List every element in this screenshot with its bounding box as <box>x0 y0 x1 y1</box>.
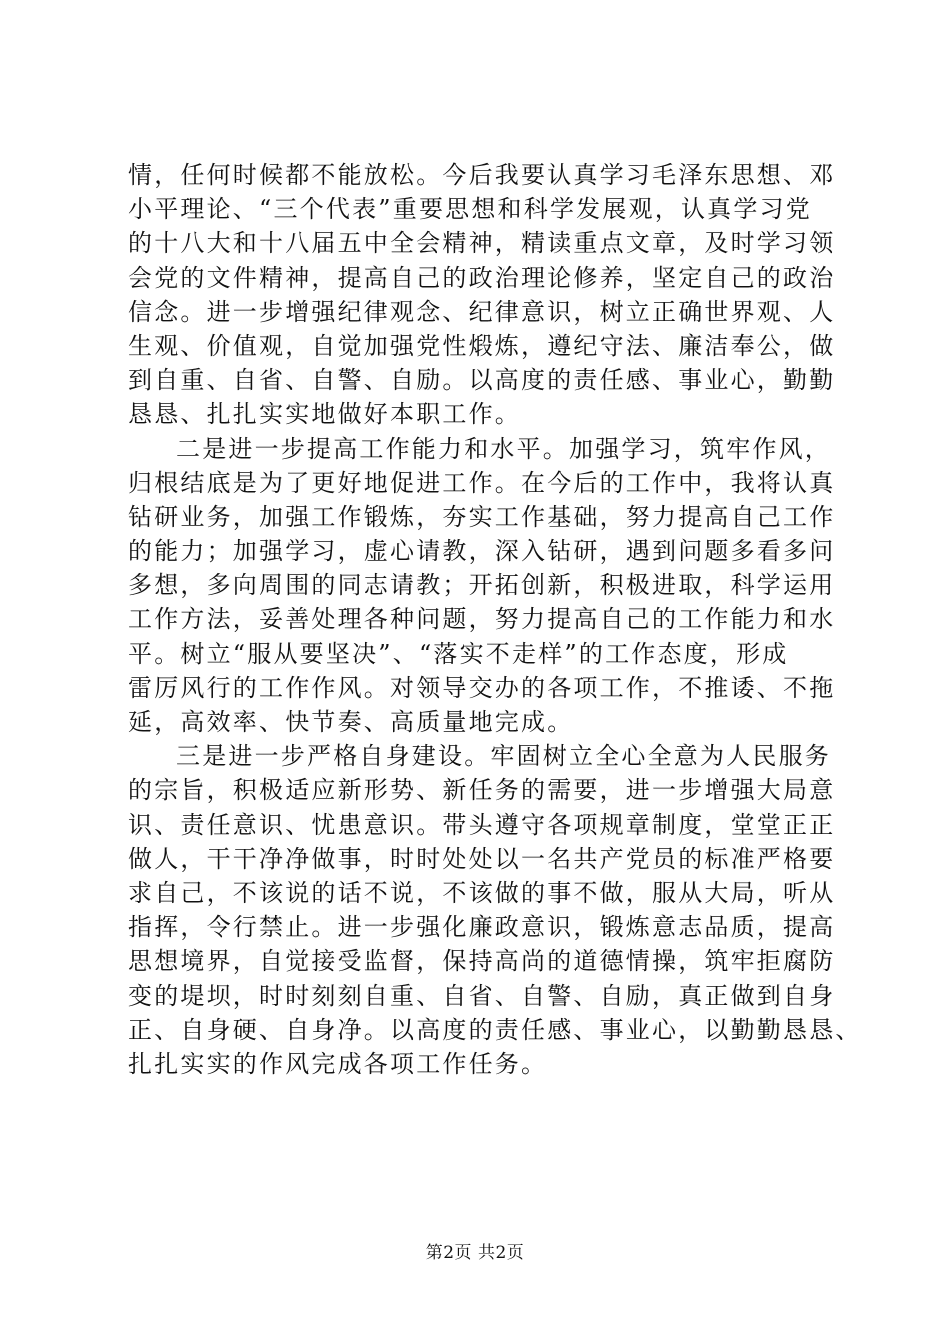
text-line: 变的堤坝，时时刻刻自重、自省、自警、自励，真正做到自身 <box>128 981 836 1010</box>
text-line: 信念。进一步增强纪律观念、纪律意识，树立正确世界观、人 <box>128 297 836 326</box>
text-line: 情，任何时候都不能放松。今后我要认真学习毛泽东思想、邓 <box>128 161 836 189</box>
text-line: 到自重、自省、自警、自励。以高度的责任感、事业心，勤勤 <box>128 366 836 395</box>
text-line: 延，高效率、快节奏、高质量地完成。 <box>128 708 574 736</box>
text-line: 扎扎实实的作风完成各项工作任务。 <box>128 1049 548 1078</box>
page-footer <box>0 1243 950 1263</box>
text-line: 工作方法，妥善处理各种问题，努力提高自己的工作能力和水 <box>128 605 836 634</box>
text-line: 指挥，令行禁止。进一步强化廉政意识，锻炼意志品质，提高 <box>128 913 836 942</box>
text-line: 雷厉风行的工作作风。对领导交办的各项工作，不推诿、不拖 <box>128 673 836 702</box>
document-body <box>128 158 862 1081</box>
text-line: 生观、价值观，自觉加强党性煅炼，遵纪守法、廉洁奉公，做 <box>128 331 836 360</box>
paragraph-first-line: 三是进一步严格自身建设。牢固树立全心全意为人民服务 <box>176 742 831 771</box>
text-line: 恳恳、扎扎实实地做好本职工作。 <box>128 400 521 429</box>
text-line: 多想，多向周围的同志请教；开拓创新，积极进取，科学运用 <box>128 571 836 600</box>
text-line: 的十八大和十八届五中全会精神，精读重点文章，及时学习领 <box>128 229 836 258</box>
text-line: 会党的文件精神，提高自己的政治理论修养，坚定自己的政治 <box>128 263 836 292</box>
text-line: 思想境界，自觉接受监督，保持高尚的道德情操，筑牢拒腐防 <box>128 947 836 976</box>
text-line: 的能力；加强学习，虚心请教，深入钻研，遇到问题多看多问 <box>128 537 836 566</box>
text-line: 归根结底是为了更好地促进工作。在今后的工作中，我将认真 <box>128 468 836 497</box>
text-line: 平。树立“服从要坚决”、“落实不走样”的工作态度，形成 <box>128 639 789 668</box>
text-line: 正、自身硬、自身净。以高度的责任感、事业心，以勤勤恳恳、 <box>128 1015 862 1044</box>
text-line: 求自己，不该说的话不说，不该做的事不做，服从大局，听从 <box>128 878 836 907</box>
text-line: 钻研业务，加强工作锻炼，夯实工作基础，努力提高自己工作 <box>128 502 836 531</box>
text-line: 的宗旨，积极适应新形势、新任务的需要，进一步增强大局意 <box>128 776 836 805</box>
text-line: 做人，干干净净做事，时时处处以一名共产党员的标准严格要 <box>128 844 836 873</box>
text-line: 识、责任意识、忧患意识。带头遵守各项规章制度，堂堂正正 <box>128 810 836 839</box>
page-number: 第2页 共2页 <box>425 1243 525 1263</box>
text-line: 小平理论、“三个代表”重要思想和科学发展观，认真学习党 <box>128 195 812 224</box>
paragraph-first-line: 二是进一步提高工作能力和水平。加强学习，筑牢作风， <box>176 434 831 463</box>
